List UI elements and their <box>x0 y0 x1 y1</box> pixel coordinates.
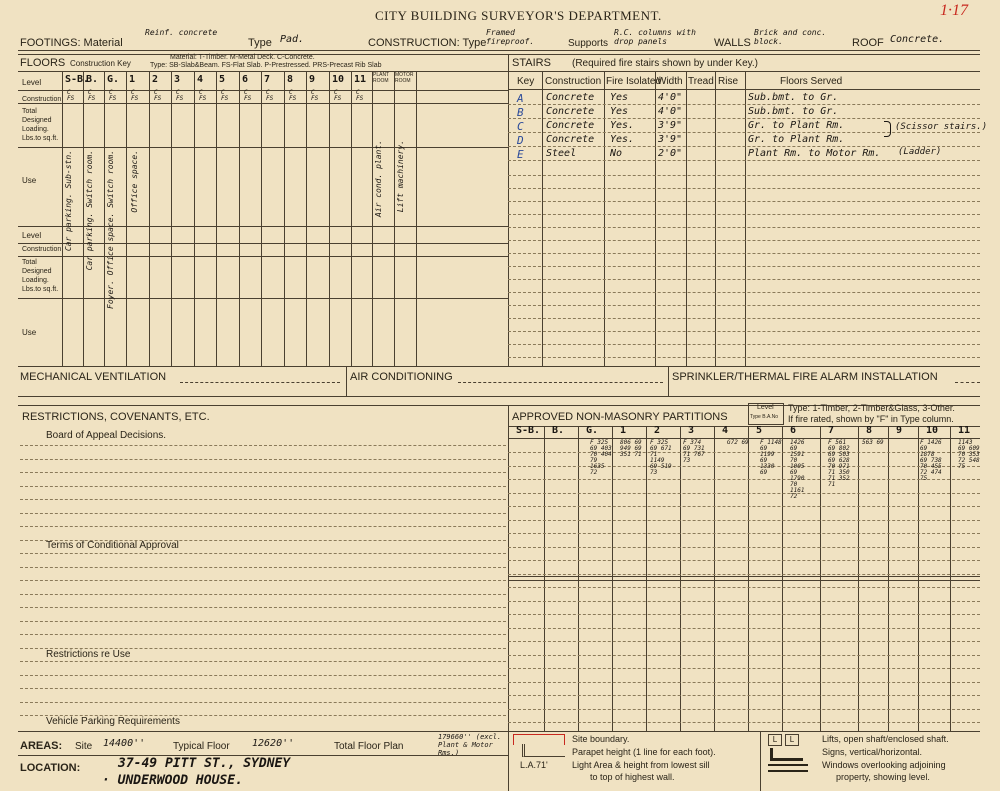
stairs-label: STAIRS <box>512 57 551 69</box>
stairs-header-3: Width <box>657 76 683 87</box>
floor-column-line <box>104 226 105 366</box>
areas-label: AREAS: <box>20 740 63 752</box>
partition-column-line <box>612 426 613 731</box>
stairs-column-line <box>686 71 687 366</box>
floor-level-15: MOTOR ROOM <box>395 72 414 84</box>
partition-type-note: Type: 1-Timber, 2-Timber&Glass, 3-Other. <box>788 403 955 413</box>
roof-value: Concrete. <box>890 34 945 45</box>
stair-isolated-2: Yes. <box>610 120 635 131</box>
partition-column-line <box>782 426 783 731</box>
partition-column-line <box>714 426 715 731</box>
stairs-column-line <box>655 71 656 366</box>
floor-column-line <box>126 71 127 226</box>
floor-construction-11: C FS <box>311 89 319 102</box>
stair-width-0: 4'0" <box>658 92 683 103</box>
floors-key-line1: Material: T-Timber. M-Metal Deck. C-Concrete. <box>170 54 315 61</box>
partition-row-line <box>508 709 980 710</box>
partitions-label: APPROVED NON-MASONRY PARTITIONS <box>512 411 728 423</box>
use-1: Office space. <box>130 150 139 213</box>
restriction-line <box>20 621 506 622</box>
site-label: Site <box>75 741 93 752</box>
floor-column-line <box>284 71 285 226</box>
stair-blank-row <box>508 344 980 345</box>
row-label-construction: Construction <box>22 96 62 103</box>
partition-row-line <box>508 479 980 480</box>
restriction-line <box>20 688 506 689</box>
site-value: 14400'' <box>103 738 146 749</box>
restriction-line <box>20 513 506 514</box>
floor-column-line <box>149 226 150 366</box>
floor-column-line <box>372 71 373 226</box>
floor-column-line <box>394 226 395 366</box>
partition-row-line <box>508 574 980 575</box>
use-sb: Car parking. Sub-stn. <box>64 150 73 252</box>
walls-value: Brick and conc. block. <box>754 28 827 46</box>
partition-column-line <box>918 426 919 731</box>
restriction-line <box>20 499 506 500</box>
footings-type-value: Pad. <box>280 34 305 45</box>
parapet-icon <box>522 744 565 757</box>
legend-windows: Windows overlooking adjoining <box>822 760 946 770</box>
floor-column-line <box>216 226 217 366</box>
footings-label: FOOTINGS: Material <box>20 37 123 49</box>
floor-column-line <box>171 71 172 226</box>
stair-floors-2: Gr. to Plant Rm. <box>748 120 845 131</box>
stairs-column-line <box>542 71 543 366</box>
stair-isolated-4: No <box>610 148 623 159</box>
stairs-header-0: Key <box>517 76 535 87</box>
partition-column-line <box>858 426 859 731</box>
partition-row-line <box>508 695 980 696</box>
restriction-line <box>20 526 506 527</box>
stair-construction-1: Concrete <box>546 106 595 117</box>
restriction-line <box>20 634 506 635</box>
row-label-use-2: Use <box>22 328 37 337</box>
sign-icon <box>770 748 803 761</box>
partition-column-line <box>646 426 647 731</box>
stair-blank-row <box>508 188 980 189</box>
floor-column-line <box>372 226 373 366</box>
stair-blank-row <box>508 292 980 293</box>
stair-construction-0: Concrete <box>546 92 595 103</box>
floor-column-line <box>171 226 172 366</box>
floors-label: FLOORS <box>20 57 66 69</box>
floor-construction-6: C FS <box>199 89 207 102</box>
floor-column-line <box>194 226 195 366</box>
stair-blank-row <box>508 253 980 254</box>
partition-column-line <box>888 426 889 731</box>
use-g: Foyer. Office space. Switch room. <box>106 150 115 309</box>
legend-parapet: Parapet height (1 line for each foot). <box>572 747 716 757</box>
stair-floors-3: Gr. to Plant Rm. <box>748 134 845 145</box>
floor-column-line <box>126 226 127 366</box>
partition-level-1: B. <box>552 425 565 436</box>
floor-level-5: 3 <box>174 74 181 85</box>
total-floor-value: 179660'' (excl. Plant & Motor Rms.) <box>438 733 502 757</box>
partition-column-line <box>680 426 681 731</box>
typical-floor-label: Typical Floor <box>173 741 230 752</box>
stairs-header-4: Tread <box>688 76 714 87</box>
partition-row-line <box>508 628 980 629</box>
stair-blank-row <box>508 331 980 332</box>
stair-construction-4: Steel <box>546 148 577 159</box>
stair-key-3: D <box>517 134 524 147</box>
restriction-line <box>20 580 506 581</box>
restriction-line <box>20 472 506 473</box>
scissor-note: (Scissor stairs.) <box>895 122 988 132</box>
floor-level-13: 11 <box>354 74 367 85</box>
restriction-line <box>20 567 506 568</box>
partition-level-3: 1 <box>620 425 627 436</box>
level-box-sub: Type B.A.No <box>750 414 779 420</box>
partition-column-line <box>820 426 821 731</box>
row-label-level: Level <box>22 78 42 87</box>
floor-level-6: 4 <box>197 74 204 85</box>
floor-level-7: 5 <box>219 74 226 85</box>
vehicle-parking-label: Vehicle Parking Requirements <box>46 716 180 727</box>
typical-floor-value: 12620'' <box>252 738 295 749</box>
supports-label: Supports <box>568 38 609 49</box>
sprinkler-label: SPRINKLER/THERMAL FIRE ALARM INSTALLATION <box>672 371 938 383</box>
stairs-header-6: Floors Served <box>780 76 843 87</box>
restriction-line <box>20 594 506 595</box>
terms-approval-label: Terms of Conditional Approval <box>46 540 179 551</box>
floors-key-line2: Type: SB-Slab&Beam. FS-Flat Slab. P-Prestressed. PRS-Precast Rib Slab <box>150 62 382 69</box>
partition-level-7: 5 <box>756 425 763 436</box>
row-label-level-2: Level <box>22 231 42 240</box>
supports-value: R.C. columns with drop panels <box>614 28 696 46</box>
stair-floors-4: Plant Rm. to Motor Rm. <box>748 148 881 159</box>
stairs-header-5: Rise <box>718 76 739 87</box>
row-label-use: Use <box>22 176 37 185</box>
restriction-line <box>20 675 506 676</box>
floor-column-line <box>194 71 195 226</box>
partition-row-line <box>508 493 980 494</box>
folio-number: 1·17 <box>940 2 968 19</box>
board-appeal-label: Board of Appeal Decisions. <box>46 430 167 441</box>
construction-label: CONSTRUCTION: Type <box>368 37 487 49</box>
floor-level-4: 2 <box>152 74 159 85</box>
stair-blank-row <box>508 214 980 215</box>
partition-level-8: 6 <box>790 425 797 436</box>
floor-column-line <box>306 226 307 366</box>
partition-column-line <box>544 426 545 731</box>
floor-construction-10: C FS <box>289 89 297 102</box>
floor-column-line <box>261 71 262 226</box>
partition-column-line <box>578 426 579 731</box>
floor-construction-5: C FS <box>176 89 184 102</box>
partition-level-11: 9 <box>896 425 903 436</box>
restriction-line <box>20 661 506 662</box>
use-motor: Lift machinery. <box>396 140 405 213</box>
floor-level-3: 1 <box>129 74 136 85</box>
restrictions-use-label: Restrictions re Use <box>46 649 131 660</box>
footings-type-label: Type <box>248 37 272 49</box>
floor-column-line <box>83 71 84 226</box>
roof-label: ROOF <box>852 37 884 49</box>
partition-row-line <box>508 533 980 534</box>
stairs-column-line <box>745 71 746 366</box>
legend-windows-2: property, showing level. <box>836 772 930 782</box>
lift-shaft-icon: L <box>768 734 782 746</box>
window-icon <box>768 764 808 772</box>
restriction-line <box>20 459 506 460</box>
floor-column-line <box>83 226 84 366</box>
restriction-line <box>20 715 506 716</box>
floor-column-line <box>416 226 417 366</box>
stair-key-1: B <box>517 106 524 119</box>
floor-column-line <box>329 226 330 366</box>
stair-floors-1: Sub.bmt. to Gr. <box>748 106 839 117</box>
partition-row-line <box>508 655 980 656</box>
floor-column-line <box>351 71 352 226</box>
partition-row-line <box>508 452 980 453</box>
floor-column-line <box>104 71 105 226</box>
stair-blank-row <box>508 201 980 202</box>
partition-row-line <box>508 601 980 602</box>
floor-level-0: S-B. <box>65 74 90 85</box>
partition-level-9: 7 <box>828 425 835 436</box>
restriction-line <box>20 702 506 703</box>
floor-column-line <box>239 226 240 366</box>
floor-construction-1: C FS <box>88 89 96 102</box>
construction-type-value: Framed fireproof. <box>486 28 535 46</box>
stair-construction-2: Concrete <box>546 120 595 131</box>
floor-column-line <box>239 71 240 226</box>
location-line2: · UNDERWOOD HOUSE. <box>102 773 243 788</box>
floor-column-line <box>284 226 285 366</box>
restriction-line <box>20 607 506 608</box>
stair-construction-3: Concrete <box>546 134 595 145</box>
stair-blank-row <box>508 175 980 176</box>
light-area-marker: L.A.71' <box>520 760 548 770</box>
floor-level-11: 9 <box>309 74 316 85</box>
partition-row-line <box>508 614 980 615</box>
partition-row-line <box>508 520 980 521</box>
use-plant: Air cond. plant. <box>374 140 383 218</box>
floor-construction-4: C FS <box>154 89 162 102</box>
stair-blank-row <box>508 357 980 358</box>
partition-level-0: S-B. <box>516 425 541 436</box>
partition-level-6: 4 <box>722 425 729 436</box>
floor-column-line <box>351 226 352 366</box>
air-cond-label: AIR CONDITIONING <box>350 371 453 383</box>
partition-row-line <box>508 668 980 669</box>
stairs-header-1: Construction <box>545 76 602 87</box>
stair-row-line <box>508 160 980 161</box>
stair-isolated-3: Yes. <box>610 134 635 145</box>
stair-blank-row <box>508 266 980 267</box>
stair-isolated-0: Yes <box>610 92 629 103</box>
floor-level-1: B. <box>86 74 99 85</box>
floor-column-line <box>394 71 395 226</box>
use-b: Car parking. Switch room. <box>85 150 94 271</box>
stairs-header-2: Fire Isolated <box>606 76 662 87</box>
stair-floors-0: Sub.bmt. to Gr. <box>748 92 839 103</box>
stair-row-line <box>508 104 980 105</box>
stair-blank-row <box>508 305 980 306</box>
restriction-line <box>20 540 506 541</box>
ladder-note: (Ladder) <box>898 147 942 157</box>
floor-column-line <box>329 71 330 226</box>
restriction-line <box>20 486 506 487</box>
floor-construction-8: C FS <box>244 89 252 102</box>
floor-level-12: 10 <box>332 74 345 85</box>
partition-level-12: 10 <box>926 425 939 436</box>
partition-level-2: G. <box>586 425 599 436</box>
stair-width-3: 3'9" <box>658 134 683 145</box>
legend-site-boundary: Site boundary. <box>572 734 630 744</box>
restriction-line <box>20 553 506 554</box>
floor-column-line <box>416 71 417 226</box>
floor-column-line <box>261 226 262 366</box>
floor-level-2: G. <box>107 74 120 85</box>
floor-column-line <box>216 71 217 226</box>
partition-row-line <box>508 547 980 548</box>
stairs-note: (Required fire stairs shown by under Key.) <box>572 58 759 69</box>
scissor-brace <box>884 121 891 137</box>
stairs-column-line <box>715 71 716 366</box>
partition-row-line <box>508 560 980 561</box>
floor-column-line <box>62 71 63 226</box>
stair-width-1: 4'0" <box>658 106 683 117</box>
walls-label: WALLS <box>714 37 751 49</box>
floor-construction-7: C FS <box>221 89 229 102</box>
floor-column-line <box>306 71 307 226</box>
floor-level-10: 8 <box>287 74 294 85</box>
floor-construction-13: C FS <box>356 89 364 102</box>
partition-level-13: 11 <box>958 425 971 436</box>
page-title: CITY BUILDING SURVEYOR'S DEPARTMENT. <box>375 8 662 23</box>
partition-column-line <box>950 426 951 731</box>
floors-key-label: Construction Key <box>70 59 131 68</box>
row-label-loading-2: Total Designed Loading. Lbs.to sq.ft. <box>22 259 59 293</box>
restrictions-label: RESTRICTIONS, COVENANTS, ETC. <box>22 411 210 423</box>
partition-row-line <box>508 722 980 723</box>
floor-level-14: PLANT ROOM <box>373 72 390 84</box>
stair-blank-row <box>508 227 980 228</box>
floor-construction-9: C FS <box>266 89 274 102</box>
row-label-construction-2: Construction <box>22 246 62 253</box>
stair-width-2: 3'9" <box>658 120 683 131</box>
partition-row-line <box>508 641 980 642</box>
partition-row-line <box>508 506 980 507</box>
floor-construction-12: C FS <box>334 89 342 102</box>
partition-fire-note: If fire rated, shown by "F" in Type column. <box>788 414 954 424</box>
stair-width-4: 2'0" <box>658 148 683 159</box>
legend-light-area-2: to top of highest wall. <box>590 772 675 782</box>
partition-level-5: 3 <box>688 425 695 436</box>
mech-vent-label: MECHANICAL VENTILATION <box>20 371 167 383</box>
stair-key-2: C <box>517 120 524 133</box>
stair-blank-row <box>508 279 980 280</box>
restriction-line <box>20 648 506 649</box>
partition-level-4: 2 <box>654 425 661 436</box>
stairs-column-line <box>604 71 605 366</box>
location-line1: 37-49 PITT ST., SYDNEY <box>118 756 291 771</box>
partition-column-line <box>748 426 749 731</box>
footings-material-value: Reinf. concrete <box>145 28 218 37</box>
level-box-label: Level <box>757 404 774 411</box>
floor-construction-2: C FS <box>109 89 117 102</box>
stair-row-line <box>508 118 980 119</box>
stair-isolated-1: Yes <box>610 106 629 117</box>
floor-level-9: 7 <box>264 74 271 85</box>
restriction-line <box>20 445 506 446</box>
legend-signs: Signs, vertical/horizontal. <box>822 747 923 757</box>
partition-row-line <box>508 682 980 683</box>
stair-row-line <box>508 132 980 133</box>
floor-column-line <box>62 226 63 366</box>
floor-construction-3: C FS <box>131 89 139 102</box>
row-label-loading: Total Designed Loading. Lbs.to sq.ft. <box>22 108 59 142</box>
stair-key-0: A <box>517 92 524 105</box>
partition-row-line <box>508 587 980 588</box>
stair-key-4: E <box>517 148 524 161</box>
floor-construction-0: C FS <box>67 89 75 102</box>
floor-column-line <box>149 71 150 226</box>
total-floor-label: Total Floor Plan <box>334 741 404 752</box>
location-label: LOCATION: <box>20 762 81 774</box>
legend-lifts: Lifts, open shaft/enclosed shaft. <box>822 734 949 744</box>
lift-enclosed-icon: L <box>785 734 799 746</box>
stair-blank-row <box>508 318 980 319</box>
stair-blank-row <box>508 240 980 241</box>
partition-row-line <box>508 466 980 467</box>
partition-level-10: 8 <box>866 425 873 436</box>
legend-light-area: Light Area & height from lowest sill <box>572 760 710 770</box>
floor-level-8: 6 <box>242 74 249 85</box>
